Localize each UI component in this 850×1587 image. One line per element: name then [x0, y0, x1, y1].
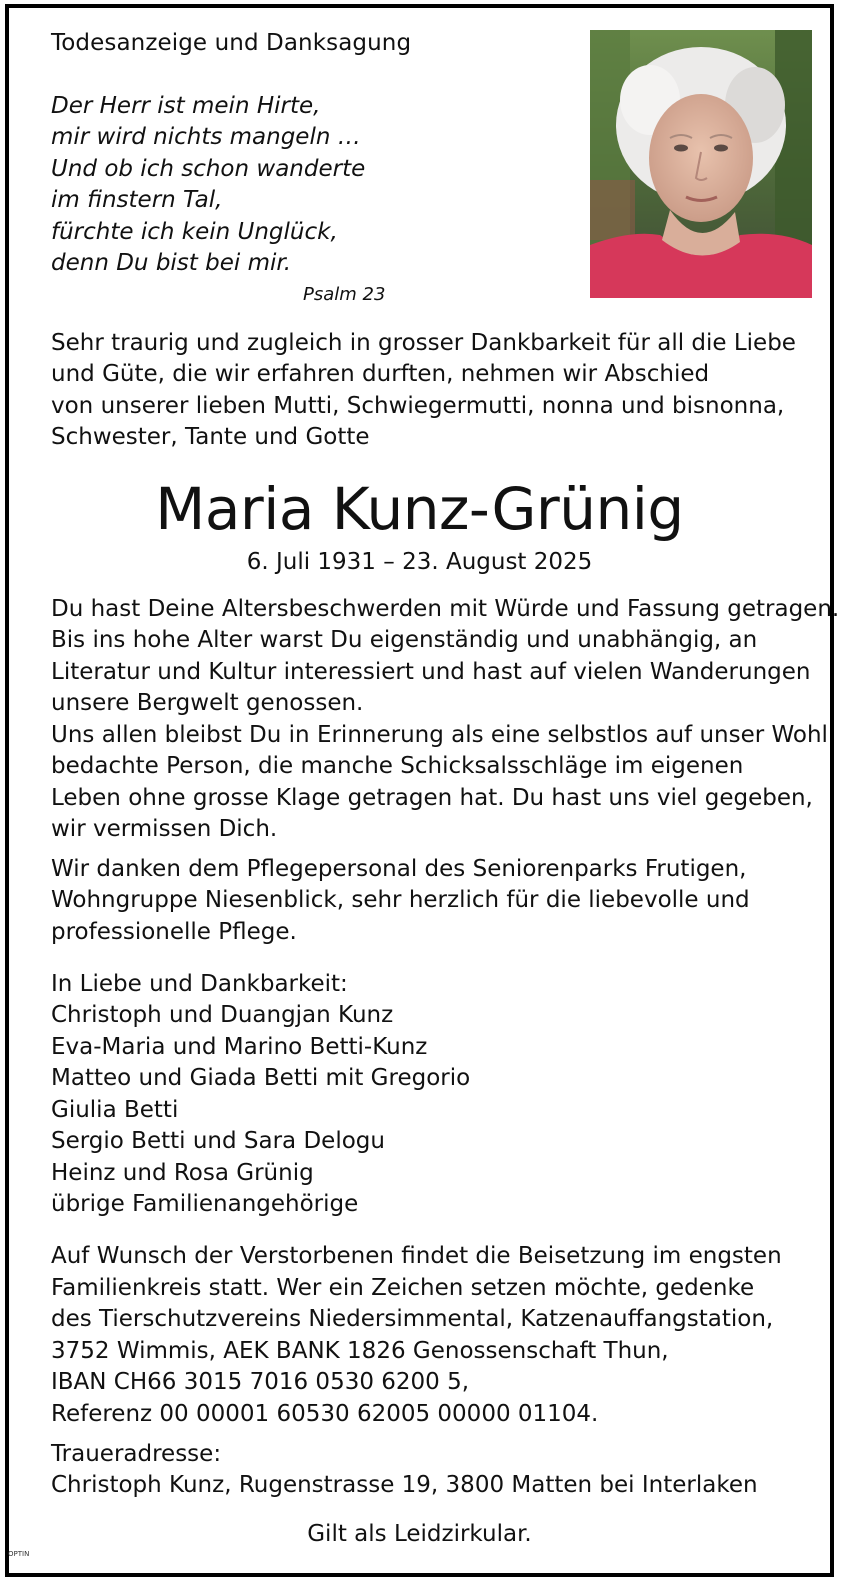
closing-note: Gilt als Leidzirkular.	[307, 1521, 532, 1547]
footer-mark: OPTIN	[8, 1550, 30, 1558]
mourner-name: Sergio Betti und Sara Delogu	[51, 1128, 385, 1154]
psalm-line: mir wird nichts mangeln …	[51, 124, 361, 151]
psalm-line: im finstern Tal,	[51, 187, 223, 214]
psalm-line: denn Du bist bei mir.	[51, 250, 292, 277]
mourner-name: Christoph und Duangjan Kunz	[51, 1002, 394, 1028]
mourner-name: Eva-Maria und Marino Betti-Kunz	[51, 1034, 428, 1060]
mourner-name: Matteo und Giada Betti mit Gregorio	[51, 1065, 471, 1091]
mourner-name: Heinz und Rosa Grünig	[51, 1160, 314, 1186]
thanks-line: Wohngruppe Niesenblick, sehr herzlich für die liebevolle und	[51, 887, 750, 913]
funeral-line: Familienkreis statt. Wer ein Zeichen setzen möchte, gedenke	[51, 1275, 755, 1301]
obituary-notice	[5, 4, 840, 1577]
thanks-line: Wir danken dem Pflegepersonal des Seniorenparks Frutigen,	[51, 856, 747, 882]
intro-line: Schwester, Tante und Gotte	[51, 424, 370, 450]
mourner-name: Giulia Betti	[51, 1097, 179, 1123]
tribute-line: Uns allen bleibst Du in Erinnerung als eine selbstlos auf unser Wohl	[51, 722, 828, 748]
address-value: Christoph Kunz, Rugenstrasse 19, 3800 Matten bei Interlaken	[51, 1472, 758, 1498]
funeral-line: des Tierschutzvereins Niedersimmental, Katzenauffangstation,	[51, 1306, 774, 1332]
tribute-line: wir vermissen Dich.	[51, 816, 278, 842]
psalm-line: Der Herr ist mein Hirte,	[51, 93, 321, 119]
psalm-reference: Psalm 23	[303, 284, 386, 305]
tribute-line: Bis ins hohe Alter warst Du eigenständig und unabhängig, an	[51, 627, 758, 653]
portrait-photo-icon	[590, 30, 812, 298]
mourner-name: übrige Familienangehörige	[51, 1191, 359, 1217]
psalm-line: fürchte ich kein Unglück,	[51, 218, 338, 245]
funeral-line: 3752 Wimmis, AEK BANK 1826 Genossenschaft Thun,	[51, 1338, 669, 1364]
tribute-line: Literatur und Kultur interessiert und hast auf vielen Wanderungen	[51, 659, 811, 685]
psalm-quote	[51, 91, 365, 279]
psalm-line: Und ob ich schon wanderte	[51, 155, 366, 182]
funeral-line: Auf Wunsch der Verstorbenen findet die Beisetzung im engsten	[51, 1243, 782, 1269]
mourners-intro: In Liebe und Dankbarkeit:	[51, 971, 348, 997]
tribute-line: unsere Bergwelt genossen.	[51, 690, 364, 716]
intro-line: Sehr traurig und zugleich in grosser Dankbarkeit für all die Liebe	[51, 330, 796, 356]
funeral-line: Referenz 00 00001 60530 62005 00000 01104.	[51, 1401, 599, 1427]
notice-heading: Todesanzeige und Danksagung	[51, 30, 412, 56]
tribute-line: Du hast Deine Altersbeschwerden mit Würde und Fassung getragen.	[51, 596, 840, 622]
tribute-line: bedachte Person, die manche Schicksalsschläge im eigenen	[51, 753, 744, 779]
deceased-name: Maria Kunz-Grünig	[155, 475, 684, 543]
intro-line: und Güte, die wir erfahren durften, nehmen wir Abschied	[51, 361, 710, 387]
life-dates: 6. Juli 1931 – 23. August 2025	[246, 549, 593, 575]
funeral-line: IBAN CH66 3015 7016 0530 6200 5,	[51, 1369, 470, 1395]
intro-line: von unserer lieben Mutti, Schwiegermutti, nonna und bisnonna,	[51, 393, 785, 419]
address-label: Traueradresse:	[51, 1441, 222, 1467]
tribute-line: Leben ohne grosse Klage getragen hat. Du hast uns viel gegeben,	[51, 785, 813, 811]
thanks-line: professionelle Pflege.	[51, 919, 297, 945]
